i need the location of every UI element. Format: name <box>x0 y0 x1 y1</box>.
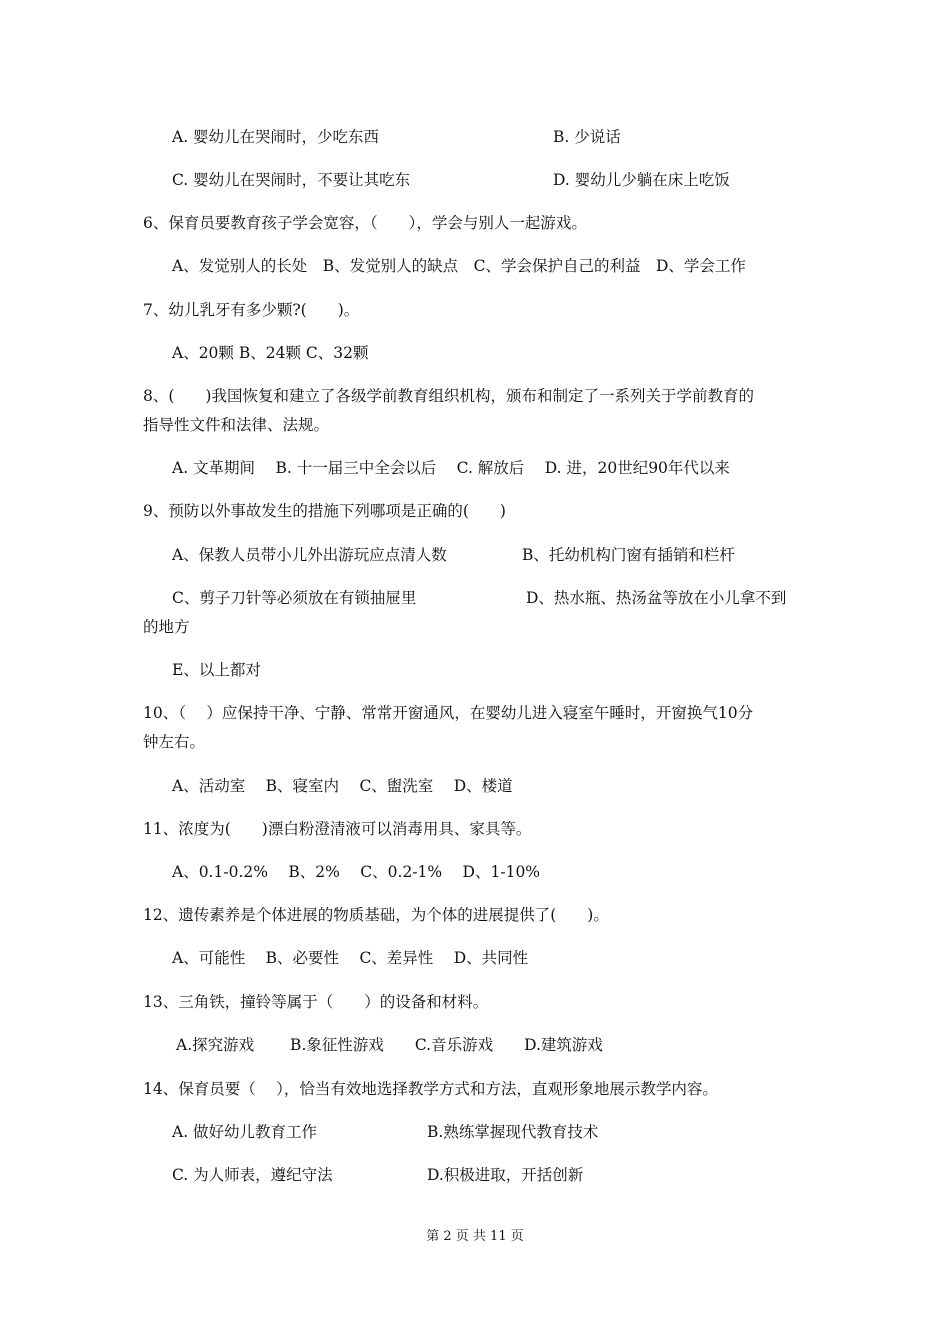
question-8-line-1: 8、( )我国恢复和建立了各级学前教育组织机构，颁布和制定了一系列关于学前教育的 <box>143 387 754 405</box>
question-8-line-2: 指导性文件和法律、法规。 <box>143 416 330 434</box>
q14-option-c: C. 为人师表，遵纪守法 <box>172 1166 333 1184</box>
q5-option-c: C. 婴幼儿在哭闹时，不要让其吃东 <box>172 171 411 189</box>
question-8-options: A. 文革期间 B. 十一届三中全会以后 C. 解放后 D. 进，20世纪90年代以来 <box>172 459 730 477</box>
question-12: 12、遗传素养是个体进展的物质基础，为个体的进展提供了( )。 <box>143 906 609 924</box>
q9-option-d-continued: 的地方 <box>143 618 190 636</box>
question-6-options: A、发觉别人的长处 B、发觉别人的缺点 C、学会保护自己的利益 D、学会工作 <box>172 257 746 275</box>
question-7-options: A、20颗 B、24颗 C、32颗 <box>172 344 369 362</box>
q9-option-e: E、以上都对 <box>172 661 261 679</box>
q5-option-d: D. 婴幼儿少躺在床上吃饭 <box>553 171 730 189</box>
question-7: 7、幼儿乳牙有多少颗?( )。 <box>143 301 360 319</box>
page-footer: 第 2 页 共 11 页 <box>426 1229 524 1244</box>
question-10-options: A、活动室 B、寝室内 C、盥洗室 D、楼道 <box>172 777 513 795</box>
question-11-options: A、0.1-0.2% B、2% C、0.2-1% D、1-10% <box>172 863 541 881</box>
question-13: 13、三角铁，撞铃等属于（ ）的设备和材料。 <box>143 993 489 1011</box>
q9-option-a: A、保教人员带小儿外出游玩应点清人数 <box>172 546 447 564</box>
q9-option-c: C、剪子刀针等必须放在有锁抽屉里 <box>172 589 417 607</box>
q9-option-d: D、热水瓶、热汤盆等放在小儿拿不到 <box>526 589 787 607</box>
q14-option-b: B.熟练掌握现代教育技术 <box>427 1123 599 1141</box>
question-9: 9、预防以外事故发生的措施下列哪项是正确的( ) <box>143 502 506 520</box>
question-13-options: A.探究游戏 B.象征性游戏 C.音乐游戏 D.建筑游戏 <box>176 1036 603 1054</box>
question-11: 11、浓度为( )漂白粉澄清液可以消毒用具、家具等。 <box>143 820 532 838</box>
q9-option-b: B、托幼机构门窗有插销和栏杆 <box>522 546 735 564</box>
question-6: 6、保育员要教育孩子学会宽容，（ ），学会与别人一起游戏。 <box>143 214 587 232</box>
question-14: 14、保育员要（ ），恰当有效地选择教学方式和方法，直观形象地展示教学内容。 <box>143 1080 718 1098</box>
question-10-line-1: 10、（ ）应保持干净、宁静、常常开窗通风，在婴幼儿进入寝室午睡时，开窗换气10分 <box>143 704 754 722</box>
question-10-line-2: 钟左右。 <box>143 733 206 751</box>
q5-option-a: A. 婴幼儿在哭闹时，少吃东西 <box>172 128 380 146</box>
q5-option-b: B. 少说话 <box>553 128 621 146</box>
q14-option-a: A. 做好幼儿教育工作 <box>172 1123 318 1141</box>
question-12-options: A、可能性 B、必要性 C、差异性 D、共同性 <box>172 949 529 967</box>
q14-option-d: D.积极进取，开括创新 <box>427 1166 584 1184</box>
